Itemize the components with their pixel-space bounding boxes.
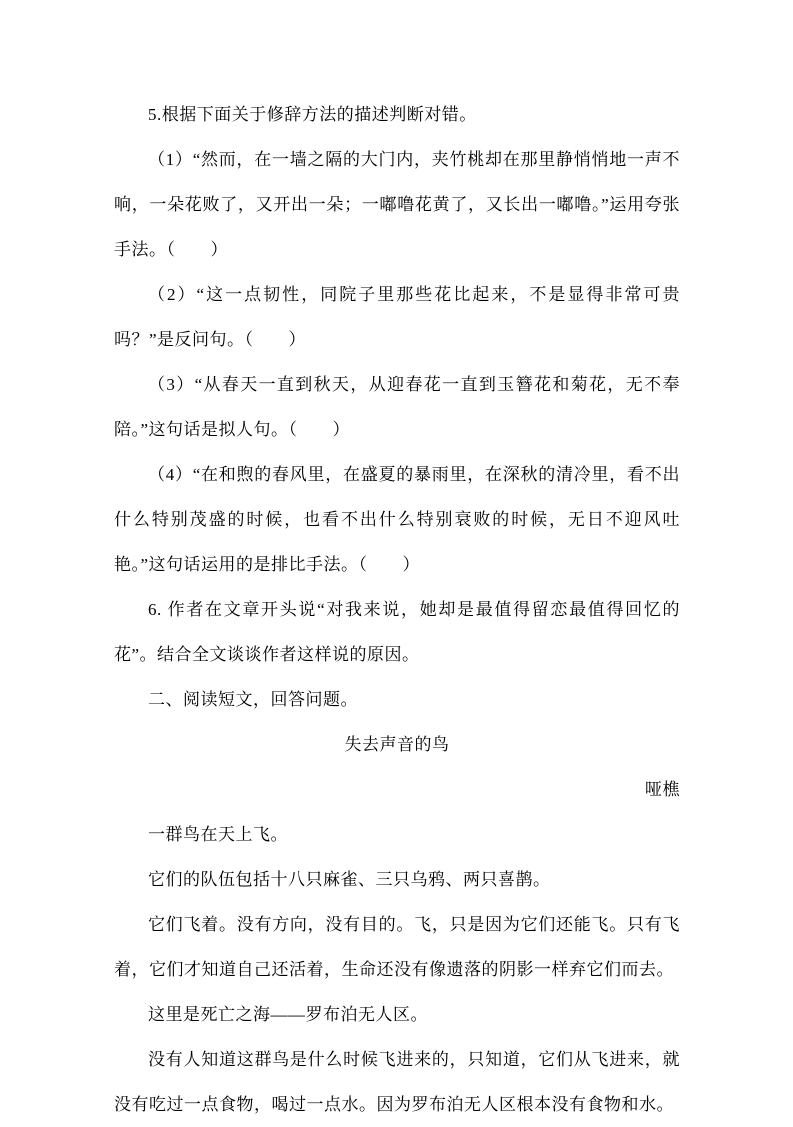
question-5-item-1: （1）“然而，在一墙之隔的大门内，夹竹桃却在那里静悄悄地一声不响，一朵花败了，又开出一朵；一嘟噜花黄了，又长出一嘟噜。”运用夸张手法。（ ） bbox=[114, 150, 680, 259]
passage-author: 哑樵 bbox=[645, 780, 680, 799]
section-2-heading: 二、阅读短文，回答问题。 bbox=[148, 690, 358, 709]
passage-paragraph-1: 一群鸟在天上飞。 bbox=[148, 825, 288, 844]
question-5-stem: 5.根据下面关于修辞方法的描述判断对错。 bbox=[148, 105, 477, 124]
passage-paragraph-3: 它们飞着。没有方向，没有目的。飞，只是因为它们还能飞。只有飞着，它们才知道自己还活着，生命还没有像遗落的阴影一样弃它们而去。 bbox=[114, 915, 680, 979]
question-5-item-2: （2）“这一点韧性，同院子里那些花比起来，不是显得非常可贵吗？”是反问句。（ ） bbox=[114, 285, 680, 349]
passage-paragraph-5: 没有人知道这群鸟是什么时候飞进来的，只知道，它们从飞进来，就没有吃过一点食物，喝过一点水。因为罗布泊无人区根本没有食物和水。 bbox=[114, 1050, 680, 1114]
passage-paragraph-4: 这里是死亡之海——罗布泊无人区。 bbox=[148, 1005, 428, 1024]
question-6: 6. 作者在文章开头说“对我来说，她却是最值得留恋最值得回忆的花”。结合全文谈谈作者这样说的原因。 bbox=[114, 600, 680, 664]
passage-paragraph-2: 它们的队伍包括十八只麻雀、三只乌鸦、两只喜鹊。 bbox=[148, 870, 551, 889]
passage-title: 失去声音的鸟 bbox=[344, 735, 450, 754]
question-5-item-4: （4）“在和煦的春风里，在盛夏的暴雨里，在深秋的清冷里，看不出什么特别茂盛的时候，也看不出什么特别衰败的时候，无日不迎风吐艳。”这句话运用的是排比手法。（ ） bbox=[114, 465, 680, 574]
question-5-item-3: （3）“从春天一直到秋天，从迎春花一直到玉簪花和菊花，无不奉陪。”这句话是拟人句。（ ） bbox=[114, 375, 680, 439]
